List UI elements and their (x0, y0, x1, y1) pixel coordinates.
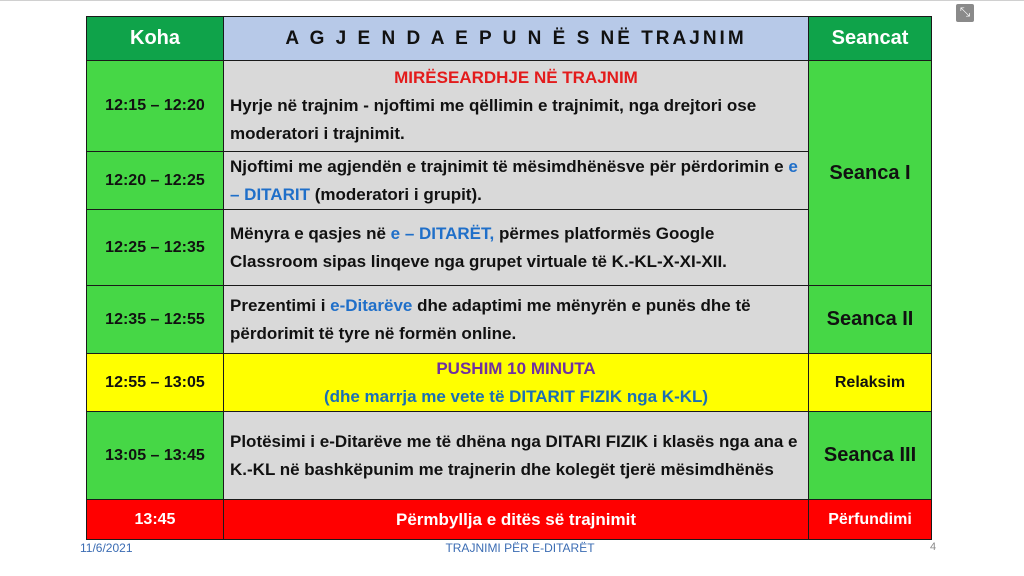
session-2: Seanca II (809, 286, 932, 354)
agenda-table (86, 16, 932, 540)
activity-text: dhe adaptimi me mënyrën e punës dhe të përdorimit të tyre në formën online. (230, 295, 751, 343)
session-relax: Relaksim (809, 354, 932, 412)
page-number: 4 (930, 541, 937, 553)
header-session: Seancat (809, 17, 932, 61)
activity-text: (moderatori i grupit). (309, 184, 482, 204)
row-time: 12:20 – 12:25 (87, 152, 224, 210)
activity-text: përmes platformës Google Classroom sipas linqeve nga grupet virtuale të K.-KL-X-XI-XII. (230, 223, 727, 271)
table-row (87, 61, 932, 152)
table-row (87, 412, 932, 500)
break-heading: PUSHIM 10 MINUTA (436, 358, 596, 378)
activity-highlight: e – DITARIT (230, 156, 798, 204)
table-row (87, 286, 932, 354)
row-time: 12:15 – 12:20 (87, 61, 224, 152)
row-time: 12:55 – 13:05 (87, 354, 224, 412)
table-row (87, 500, 932, 540)
session-3: Seanca III (809, 412, 932, 500)
fullscreen-exit-icon[interactable]: ⤡ (956, 4, 974, 22)
header-time: Koha (87, 17, 224, 61)
activity-text: Mënyra e qasjes në (230, 223, 391, 243)
row-activity (224, 210, 809, 286)
activity-text: Prezentimi i (230, 295, 331, 315)
row-time: 12:25 – 12:35 (87, 210, 224, 286)
row-activity (224, 354, 809, 412)
row-time: 13:05 – 13:45 (87, 412, 224, 500)
top-divider (0, 0, 1024, 1)
row-activity: Përmbyllja e ditës së trajnimit (224, 500, 809, 540)
row-activity: Plotësimi i e-Ditarëve me të dhëna nga DITARI FIZIK i klasës nga ana e K.-KL në bashkëpunim me trajnerin dhe kolegët tjerë mësimdhënës (224, 412, 809, 500)
row-activity (224, 61, 809, 152)
activity-text: Hyrje në trajnim - njoftimi me qëllimin e trajnimit, nga drejtori ose moderatori i trajnimit. (230, 96, 757, 143)
activity-highlight: e – DITARËT, (390, 223, 495, 243)
footer-date: 11/6/2021 (80, 541, 133, 555)
table-header-row (87, 17, 932, 61)
row-time: 13:45 (87, 500, 224, 540)
session-1: Seanca I (809, 61, 932, 286)
row-activity (224, 152, 809, 210)
activity-text: Njoftimi me agjendën e trajnimit të mësimdhënësve për përdorimin e (230, 156, 789, 176)
table-row (87, 210, 932, 286)
welcome-heading: MIRËSEARDHJE NË TRAJNIM (394, 68, 638, 87)
row-activity (224, 286, 809, 354)
table-row (87, 354, 932, 412)
footer-title: TRAJNIMI PËR E-DITARËT (445, 541, 595, 555)
table-row (87, 152, 932, 210)
row-time: 12:35 – 12:55 (87, 286, 224, 354)
session-end: Përfundimi (809, 500, 932, 540)
activity-highlight: e-Ditarëve (330, 295, 413, 315)
break-note: (dhe marrja me vete të DITARIT FIZIK nga K-KL) (323, 386, 709, 406)
header-title: A G J E N D A E P U N Ë S NË TRAJNIM (224, 17, 809, 61)
